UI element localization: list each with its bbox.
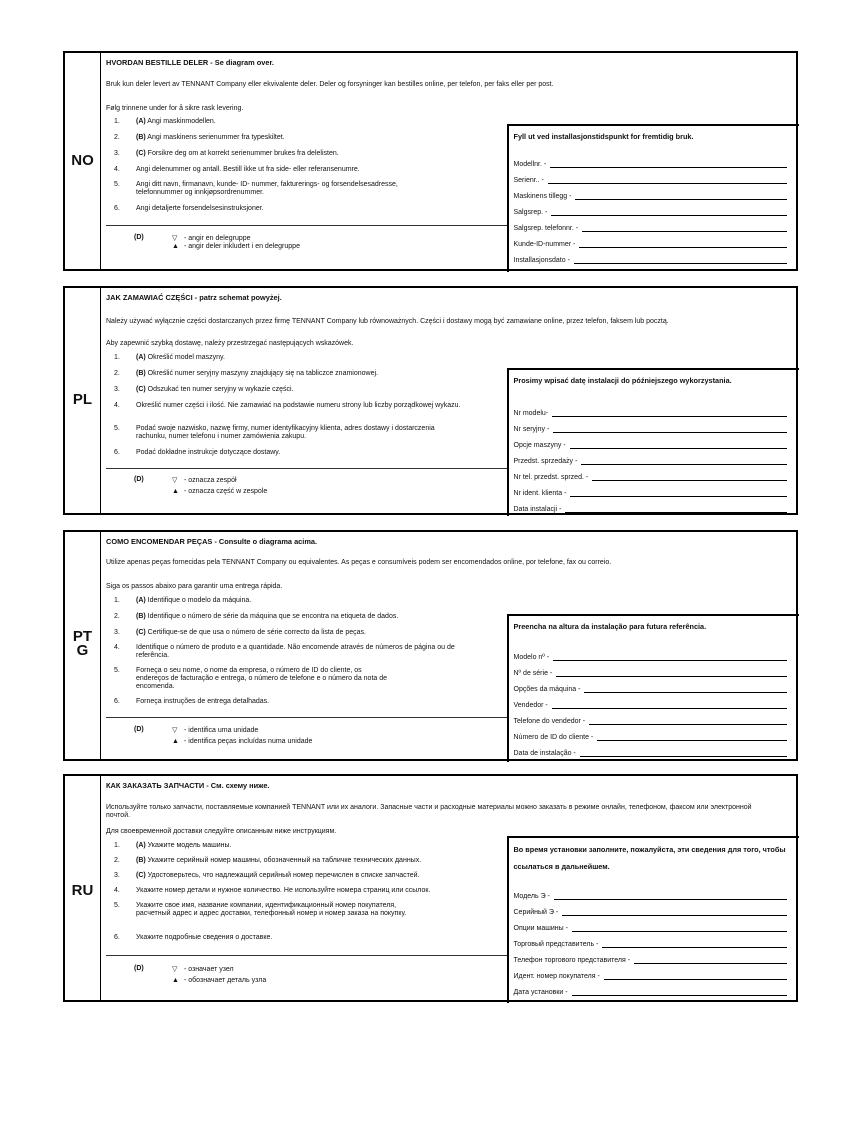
step-prefix: (B)	[136, 134, 146, 141]
field-input-line[interactable]	[570, 448, 787, 449]
field-input-line[interactable]	[602, 947, 786, 948]
field-label: Nr modelu-	[513, 410, 549, 417]
field-input-line[interactable]	[551, 215, 786, 216]
field-label: Salgsrep. telefonnr. -	[513, 225, 579, 232]
step-number: 2.	[114, 613, 120, 620]
field-label: Installasjonsdato -	[513, 257, 570, 264]
field-input-line[interactable]	[554, 899, 787, 900]
step-prefix: (A)	[136, 354, 146, 361]
field-serial-number[interactable]	[514, 174, 787, 184]
field-label: Opções da máquina -	[513, 686, 581, 693]
field-sales-rep[interactable]	[514, 938, 787, 948]
field-input-line[interactable]	[570, 496, 786, 497]
legend-assembly-text: - означает узел	[184, 966, 234, 973]
step-number: 1.	[114, 597, 120, 604]
field-input-line[interactable]	[548, 183, 787, 184]
step-number: 3.	[114, 629, 120, 636]
field-label: Número de ID do cliente -	[513, 734, 594, 741]
field-label: Идент. номер покупателя -	[513, 973, 600, 980]
assembly-triangle-icon: ▽	[172, 477, 178, 484]
legend-label: (D)	[134, 476, 144, 483]
field-input-line[interactable]	[550, 167, 786, 168]
field-installation-date[interactable]	[514, 747, 787, 757]
section-pl	[63, 286, 798, 515]
step-text: Identifique o número de série da máquina que se encontra na etiqueta de dados.	[145, 613, 399, 620]
field-installation-date[interactable]	[514, 254, 787, 264]
step-text: Укажите модель машины.	[145, 842, 232, 849]
field-input-line[interactable]	[574, 263, 787, 264]
field-sales-rep-phone[interactable]	[514, 715, 787, 725]
field-label: Salgsrep. -	[513, 209, 548, 216]
section-title: COMO ENCOMENDAR PEÇAS - Consulte o diagrama acima.	[106, 537, 318, 546]
language-label: NO	[71, 152, 94, 169]
step-number: 2.	[114, 370, 120, 377]
field-input-line[interactable]	[553, 432, 786, 433]
step-number: 3.	[114, 150, 120, 157]
field-sales-rep-phone[interactable]	[514, 471, 787, 481]
legend-label: (D)	[134, 965, 144, 972]
step-number: 1.	[114, 354, 120, 361]
field-label: Przedst. sprzedaży -	[513, 458, 578, 465]
field-input-line[interactable]	[572, 931, 787, 932]
field-label: Modellnr. -	[513, 161, 547, 168]
field-label: Telefone do vendedor -	[513, 718, 586, 725]
step-number: 6.	[114, 205, 120, 212]
language-label-line2: G	[76, 642, 89, 659]
step-text: Forsikre deg om at korrekt serienummer brukes fra delelisten.	[145, 150, 339, 157]
part-triangle-icon: ▲	[172, 243, 179, 250]
field-input-line[interactable]	[592, 480, 786, 481]
divider-line	[106, 717, 509, 718]
field-input-line[interactable]	[580, 756, 787, 757]
language-label: PL	[72, 391, 93, 408]
part-triangle-icon: ▲	[172, 488, 179, 495]
step-text: Удостоверьтесь, что надлежащий серийный номер перечислен в списке запчастей.	[145, 872, 420, 879]
step-number: 2.	[114, 134, 120, 141]
legend-part-text: - oznacza część w zespole	[184, 488, 268, 495]
step-text: Forneça instruções de entrega detalhadas.	[136, 698, 270, 705]
field-input-line[interactable]	[556, 676, 786, 677]
form-title: Preencha na altura da instalação para futura referência.	[513, 622, 707, 631]
follow-text: Følg trinnene under for å sikre rask levering.	[106, 105, 244, 112]
step-text: Angi delenummer og antall. Bestill ikke ut fra side- eller referansenumre.	[136, 166, 360, 173]
step-text: Identifique o número de produto e a quantidade. Não encomende através de números de página ou de referência.	[136, 644, 455, 659]
step-prefix: (B)	[136, 370, 146, 377]
field-label: Serienr.. -	[513, 177, 544, 184]
language-column	[65, 288, 101, 513]
part-triangle-icon: ▲	[172, 977, 179, 984]
field-input-line[interactable]	[553, 660, 786, 661]
step-prefix: (C)	[136, 150, 146, 157]
field-sales-rep[interactable]	[514, 455, 787, 465]
field-sales-rep-phone[interactable]	[514, 954, 787, 964]
field-input-line[interactable]	[589, 724, 786, 725]
installation-form	[507, 368, 799, 516]
legend-assembly-text: - oznacza zespół	[184, 477, 237, 484]
form-title: Prosimy wpisać datę instalacji do późniejszego wykorzystania.	[513, 376, 732, 385]
follow-text: Siga os passos abaixo para garantir uma entrega rápida.	[106, 583, 283, 590]
step-text: Angi maskinens serienummer fra typeskiltet.	[145, 134, 285, 141]
legend-part-text: - angir deler inkludert i en delegruppe	[184, 243, 300, 250]
step-prefix: (B)	[136, 613, 146, 620]
field-label: Nr seryjny -	[513, 426, 550, 433]
step-text: Odszukać ten numer seryjny w wykazie części.	[145, 386, 294, 393]
step-text: Angi ditt navn, firmanavn, kunde- ID- nummer, fakturerings- og forsendelsesadresse, telefonnummer og innkjøpsordrenummer.	[136, 181, 398, 196]
field-machine-options[interactable]	[514, 439, 787, 449]
step-text: Określić model maszyny.	[145, 354, 225, 361]
section-title: JAK ZAMAWIAĆ CZĘŚCI - patrz schemat powyżej.	[106, 293, 282, 302]
step-prefix: (B)	[136, 857, 146, 864]
step-prefix: (A)	[136, 842, 146, 849]
field-installation-date[interactable]	[514, 986, 787, 996]
step-number: 6.	[114, 934, 120, 941]
step-text: Forneça o seu nome, o nome da empresa, o número de ID do cliente, os endereços de facturação e entrega, o número de telefone e o número da nota de encomenda.	[136, 667, 388, 690]
field-input-line[interactable]	[552, 708, 787, 709]
field-serial-number[interactable]	[514, 423, 787, 433]
divider-line	[106, 955, 509, 956]
section-title: КАК ЗАКАЗАТЬ ЗАПЧАСТИ - См. схему ниже.	[106, 781, 270, 790]
section-ptg	[63, 530, 798, 761]
step-number: 1.	[114, 118, 120, 125]
field-label: Opcje maszyny -	[513, 442, 566, 449]
field-label: Торговый представитель -	[513, 941, 599, 948]
field-input-line[interactable]	[565, 512, 786, 513]
section-title: HVORDAN BESTILLE DELER - Se diagram over.	[106, 58, 274, 67]
step-number: 4.	[114, 166, 120, 173]
step-text: Angi detaljerte forsendelsesinstruksjoner.	[136, 205, 264, 212]
language-column	[65, 776, 101, 1000]
step-prefix: (C)	[136, 386, 146, 393]
step-number: 4.	[114, 644, 120, 651]
field-machine-options[interactable]	[514, 683, 787, 693]
field-input-line[interactable]	[582, 231, 786, 232]
field-sales-rep[interactable]	[514, 699, 787, 709]
intro-text: Используйте только запчасти, поставляемые компанией TENNANT или их аналоги. Запасные части и расходные материалы можно заказать в режиме онлайн, телефоном, факсом или электронной почтой.	[106, 804, 752, 819]
step-text: Certifique-se de que usa o número de série correcto da lista de peças.	[145, 629, 366, 636]
field-input-line[interactable]	[634, 963, 786, 964]
field-input-line[interactable]	[575, 199, 786, 200]
field-input-line[interactable]	[572, 995, 787, 996]
intro-text: Należy używać wyłącznie części dostarczanych przez firmę TENNANT Company lub równoważnych. Części i dostawy mogą być zamawiane online, przez telefon, faksem lub pocztą.	[106, 318, 669, 325]
step-number: 5.	[114, 902, 120, 909]
step-text: Укажите номер детали и нужное количество. Не используйте номера страниц или ссылок.	[136, 887, 431, 894]
language-label: RU	[71, 882, 94, 899]
step-text: Określić numer części i ilość. Nie zamawiać na podstawie numeru strony lub liczby porządkowej wykazu.	[136, 402, 461, 409]
installation-form	[507, 614, 799, 762]
legend-part-text: - identifica peças incluídas numa unidade	[184, 738, 313, 745]
legend-label: (D)	[134, 234, 144, 241]
field-input-line[interactable]	[584, 692, 786, 693]
field-model-number[interactable]	[514, 158, 787, 168]
field-label: Nr tel. przedst. sprzed. -	[513, 474, 589, 481]
field-customer-id[interactable]	[514, 731, 787, 741]
field-input-line[interactable]	[579, 247, 786, 248]
step-number: 1.	[114, 842, 120, 849]
field-sales-rep[interactable]	[514, 206, 787, 216]
field-model-number[interactable]	[514, 407, 787, 417]
step-text: Angi maskinmodellen.	[145, 118, 216, 125]
field-label: Nr ident. klienta -	[513, 490, 567, 497]
divider-line	[106, 225, 509, 226]
installation-form	[507, 836, 799, 1003]
step-number: 5.	[114, 425, 120, 432]
part-triangle-icon: ▲	[172, 738, 179, 745]
field-label: Data instalacji -	[513, 506, 562, 513]
field-label: Телефон торгового представителя -	[513, 957, 631, 964]
intro-text: Bruk kun deler levert av TENNANT Company eller ekvivalente deler. Deler og forsyninger kan bestilles online, per telefon, per faks eller per post.	[106, 81, 554, 88]
step-prefix: (A)	[136, 597, 146, 604]
step-text: Укажите серийный номер машины, обозначенный на табличке технических данных.	[145, 857, 422, 864]
step-number: 3.	[114, 872, 120, 879]
step-number: 6.	[114, 698, 120, 705]
step-number: 4.	[114, 887, 120, 894]
field-label: Nº de série -	[513, 670, 553, 677]
assembly-triangle-icon: ▽	[172, 235, 178, 242]
step-prefix: (C)	[136, 872, 146, 879]
step-text: Укажите подробные сведения о доставке.	[136, 934, 273, 941]
field-input-line[interactable]	[552, 416, 786, 417]
field-input-line[interactable]	[604, 979, 787, 980]
step-number: 4.	[114, 402, 120, 409]
field-serial-number[interactable]	[514, 906, 787, 916]
follow-text: Для своевременной доставки следуйте описанным ниже инструкциям.	[106, 828, 337, 835]
field-installation-date[interactable]	[514, 503, 787, 513]
step-text: Podać swoje nazwisko, nazwę firmy, numer identyfikacyjny klienta, adres dostawy i dostarczenia rachunku, numer telefonu i numer zamówienia zakupu.	[136, 425, 435, 440]
section-ru	[63, 774, 798, 1002]
assembly-triangle-icon: ▽	[172, 966, 178, 973]
field-model-number[interactable]	[514, 890, 787, 900]
form-title: Fyll ut ved installasjonstidspunkt for fremtidig bruk.	[513, 132, 694, 141]
legend-assembly-text: - identifica uma unidade	[184, 727, 259, 734]
field-label: Серийный Э -	[513, 909, 559, 916]
assembly-triangle-icon: ▽	[172, 727, 178, 734]
step-number: 5.	[114, 667, 120, 674]
field-customer-id[interactable]	[514, 487, 787, 497]
field-label: Модель Э -	[513, 893, 550, 900]
step-prefix: (C)	[136, 629, 146, 636]
installation-form	[507, 124, 799, 272]
intro-text: Utilize apenas peças fornecidas pela TENNANT Company ou equivalentes. As peças e consumíveis podem ser encomendados online, por telefone, fax ou correio.	[106, 559, 612, 566]
step-text: Określić numer seryjny maszyny znajdujący się na tabliczce znamionowej.	[145, 370, 378, 377]
step-text: Identifique o modelo da máquina.	[145, 597, 252, 604]
field-label: Maskinens tillegg -	[513, 193, 572, 200]
divider-line	[106, 468, 509, 469]
field-sales-rep-phone[interactable]	[514, 222, 787, 232]
field-input-line[interactable]	[562, 915, 786, 916]
step-number: 3.	[114, 386, 120, 393]
section-no	[63, 51, 798, 271]
legend-label: (D)	[134, 726, 144, 733]
field-label: Дата установки -	[513, 989, 568, 996]
field-customer-id[interactable]	[514, 970, 787, 980]
field-label: Опции машины -	[513, 925, 568, 932]
language-column	[65, 532, 101, 759]
step-number: 5.	[114, 181, 120, 188]
legend-assembly-text: - angir en delegruppe	[184, 235, 251, 242]
step-number: 2.	[114, 857, 120, 864]
form-title: Во время установки заполните, пожалуйста, эти сведения для того, чтобы ссылаться в дальнейшем.	[513, 845, 786, 871]
step-prefix: (A)	[136, 118, 146, 125]
field-label: Kunde-ID-nummer -	[513, 241, 576, 248]
field-serial-number[interactable]	[514, 667, 787, 677]
language-column	[65, 53, 101, 269]
step-number: 6.	[114, 449, 120, 456]
field-customer-id[interactable]	[514, 238, 787, 248]
field-input-line[interactable]	[597, 740, 786, 741]
field-label: Data de instalação -	[513, 750, 576, 757]
legend-part-text: - обозначает деталь узла	[184, 977, 267, 984]
field-machine-options[interactable]	[514, 190, 787, 200]
field-input-line[interactable]	[581, 464, 786, 465]
follow-text: Aby zapewnić szybką dostawę, należy przestrzegać następujących wskazówek.	[106, 340, 354, 347]
language-label-line1: PT	[72, 628, 93, 645]
field-label: Modelo nº -	[513, 654, 550, 661]
field-label: Vendedor -	[513, 702, 548, 709]
step-text: Укажите свое имя, название компании, идентификационный номер покупателя, расчетный адрес и адрес доставки, телефонный номер и номер заказа на покупку.	[136, 902, 407, 917]
field-machine-options[interactable]	[514, 922, 787, 932]
field-model-number[interactable]	[514, 651, 787, 661]
step-text: Podać dokładne instrukcje dotyczące dostawy.	[136, 449, 281, 456]
